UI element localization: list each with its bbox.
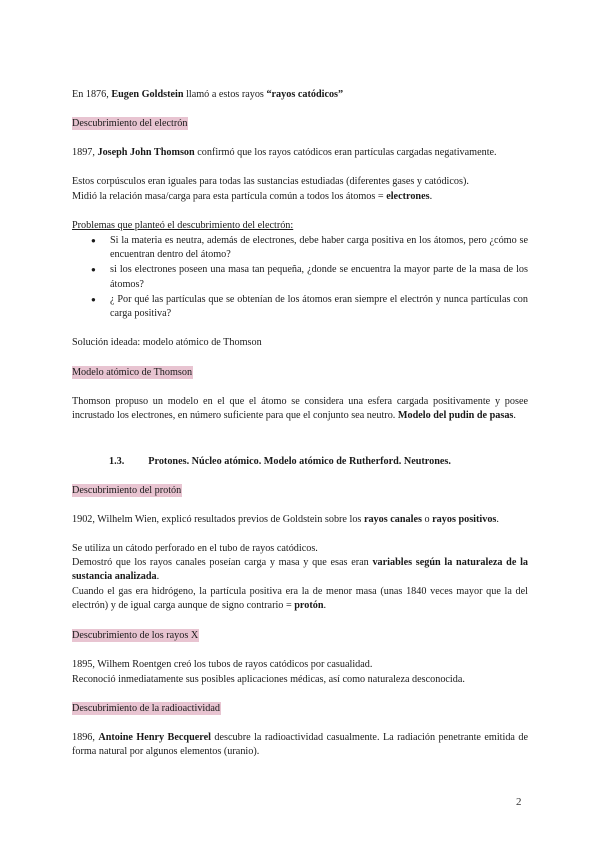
electron-paragraph-3 (72, 190, 528, 204)
thomson-heading (72, 366, 528, 380)
section-heading (109, 455, 529, 469)
electron-year: 1897, (72, 147, 98, 158)
proton-p1-text: 1902, Wilhelm Wien, explicó resultados previos de Goldstein sobre los (72, 514, 364, 525)
xrays-paragraph-2 (72, 673, 528, 687)
rayos-canales-term: rayos canales (363, 514, 422, 525)
becquerel-name: Antoine Henry Becquerel (98, 732, 211, 743)
thomson-paragraph (72, 395, 528, 423)
problem-3: ¿ Por qué las partículas que se obtenían de los átomos eran siempre el electrón y nunca partículas con carga positiva? (110, 293, 528, 320)
proton-p4-text: Cuando el gas era hidrógeno, la partícula positiva era la de menor masa (unas 1840 veces mayor que la del electrón) y de igual carga aunque de signo contrario = (72, 586, 528, 612)
electron-p3-end: . (429, 191, 433, 202)
xrays-heading-text: Descubrimiento de los rayos X (72, 630, 199, 641)
variables-term: variables según la naturaleza de la sustancia analizada (72, 557, 528, 583)
proton-heading (72, 484, 528, 498)
xrays-p2-text: Reconoció inmediatamente sus posibles aplicaciones médicas, así como naturaleza desconocida. (72, 674, 465, 685)
proton-p2-text: Se utiliza un cátodo perforado en el tubo de rayos catódicos. (72, 543, 318, 554)
thomson-name: Joseph John Thomson (97, 147, 195, 158)
xrays-heading (72, 629, 528, 643)
proton-p3-text: Demostró que los rayos canales poseían carga y masa y que esas eran (72, 557, 373, 568)
electron-heading (72, 117, 528, 131)
thomson-end: . (513, 410, 516, 422)
rayos-positivos-term: rayos positivos (432, 514, 497, 525)
proton-p1-end: . (496, 514, 499, 525)
solution-text: Solución ideada: modelo atómico de Thomson (72, 337, 262, 348)
proton-heading-text: Descubrimiento del protón (72, 485, 182, 496)
proton-paragraph-4 (72, 585, 528, 613)
electron-heading-text: Descubrimiento del electrón (72, 118, 188, 129)
list-item (91, 263, 528, 291)
pudin-de-pasas-term: Modelo del pudin de pasas (397, 410, 514, 422)
list-item (91, 293, 528, 321)
radio-text: descubre la radioactividad casualmente. La radiación penetrante emitida de forma natural por algunos elementos (uranio). (72, 732, 529, 758)
goldstein-name: Eugen Goldstein (111, 89, 184, 100)
proton-p3-end: . (156, 571, 160, 583)
intro-text-mid: llamó a estos rayos (183, 89, 267, 100)
solution-line (72, 336, 528, 350)
problem-1: Si la materia es neutra, además de electrones, debe haber carga positiva en los átomos, pero ¿cómo se encuentran dentro del átomo? (110, 235, 528, 261)
radio-paragraph (72, 731, 528, 759)
intro-text: En 1876, (72, 89, 112, 100)
rayos-catodicos-term: “rayos catódicos” (266, 89, 344, 100)
problem-2: si los electrones poseen una masa tan pequeña, ¿donde se encuentra la mayor parte de la masa de los átomos? (110, 264, 528, 290)
section-number: 1.3. (109, 456, 125, 467)
list-item (91, 234, 528, 262)
electrones-term: electrones (386, 191, 430, 202)
electron-p2-text: Estos corpúsculos eran iguales para todas las sustancias estudiadas (diferentes gases y catódicos). (72, 176, 469, 187)
problems-title-text: Problemas que planteó el descubrimiento del electrón: (72, 220, 294, 231)
radio-year: 1896, (72, 732, 99, 743)
proton-p4-end: . (323, 600, 327, 612)
proton-paragraph-1 (72, 513, 528, 527)
proton-term: protón (294, 600, 324, 612)
electron-p3-text: Midió la relación masa/carga para esta partícula común a todos los átomos = (72, 191, 387, 202)
radio-heading (72, 702, 528, 716)
thomson-heading-text: Modelo atómico de Thomson (72, 367, 193, 378)
electron-paragraph-1 (72, 146, 528, 160)
section-title: Protones. Núcleo atómico. Modelo atómico de Rutherford. Neutrones. (148, 456, 451, 467)
proton-paragraph-3 (72, 556, 528, 584)
electron-p1-rest: confirmó que los rayos catódicos eran partículas cargadas negativamente. (194, 147, 497, 158)
page-number: 2 (516, 796, 522, 808)
electron-paragraph-2 (72, 175, 528, 189)
proton-p1-mid: o (421, 514, 433, 525)
proton-paragraph-2 (72, 542, 528, 556)
thomson-text: Thomson propuso un modelo en el que el átomo se considera una esfera cargada positivamente y posee incrustado los electrones, en número suficiente para que el conjunto sea neutro. (72, 396, 528, 422)
radio-heading-text: Descubrimiento de la radioactividad (72, 703, 220, 714)
problems-title (72, 219, 528, 233)
intro-paragraph (72, 88, 528, 102)
problems-list (91, 234, 528, 322)
xrays-paragraph-1 (72, 658, 528, 672)
xrays-p1-text: 1895, Wilhem Roentgen creó los tubos de rayos catódicos por casualidad. (72, 659, 373, 670)
